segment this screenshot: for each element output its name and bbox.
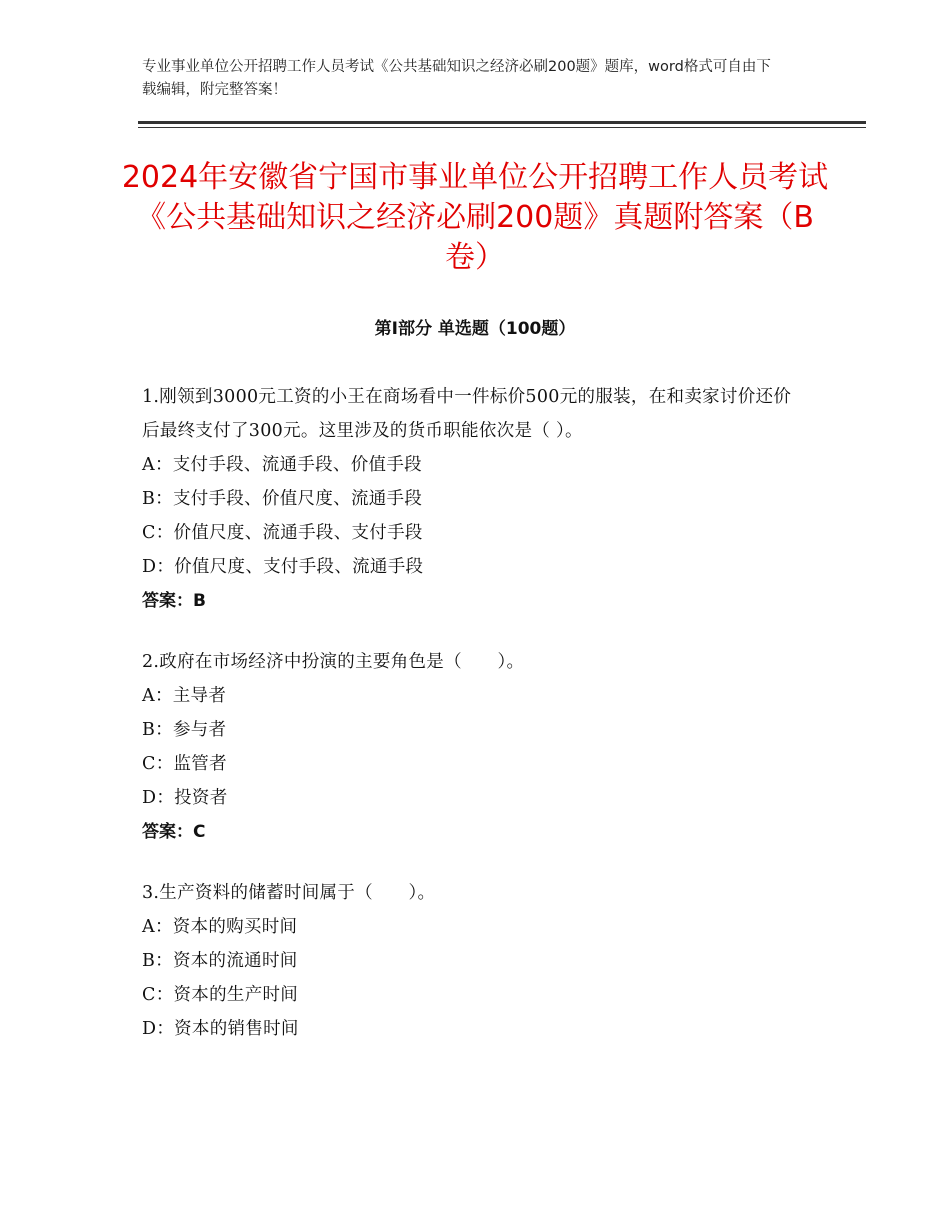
question-3 — [142, 876, 807, 1046]
option-d: D：投资者 — [142, 788, 228, 808]
answer-label: 答案：B — [142, 591, 206, 611]
header-divider-thick — [138, 121, 866, 124]
header-note: 专业事业单位公开招聘工作人员考试《公共基础知识之经济必刷200题》题库，word格式可自由下载编辑，附完整答案！ — [142, 59, 771, 98]
option-a: A：资本的购买时间 — [142, 917, 298, 937]
option-d: D：资本的销售时间 — [142, 1019, 299, 1039]
question-stem: 1.刚领到3000元工资的小王在商场看中一件标价500元的服装，在和卖家讨价还价后最终支付了300元。这里涉及的货币职能依次是（ ）。 — [142, 387, 792, 441]
option-c: C：价值尺度、流通手段、支付手段 — [142, 523, 423, 543]
question-2 — [142, 645, 807, 849]
question-list — [142, 380, 807, 1073]
document-title: 2024年安徽省宁国市事业单位公开招聘工作人员考试《公共基础知识之经济必刷200题》真题附答案（B卷） — [121, 160, 829, 275]
option-a: A：主导者 — [142, 686, 227, 706]
option-b: B：资本的流通时间 — [142, 951, 298, 971]
option-a: A：支付手段、流通手段、价值手段 — [142, 455, 422, 475]
answer-label: 答案：C — [142, 822, 206, 842]
question-stem: 3.生产资料的储蓄时间属于（ ）。 — [142, 883, 436, 903]
option-b: B：支付手段、价值尺度、流通手段 — [142, 489, 423, 509]
header-divider-thin — [138, 127, 866, 128]
question-stem: 2.政府在市场经济中扮演的主要角色是（ ）。 — [142, 652, 525, 672]
option-d: D：价值尺度、支付手段、流通手段 — [142, 557, 424, 577]
option-c: C：监管者 — [142, 754, 227, 774]
question-1 — [142, 380, 807, 618]
option-c: C：资本的生产时间 — [142, 985, 299, 1005]
option-b: B：参与者 — [142, 720, 227, 740]
section-heading: 第Ⅰ部分 单选题（100题） — [374, 319, 576, 339]
